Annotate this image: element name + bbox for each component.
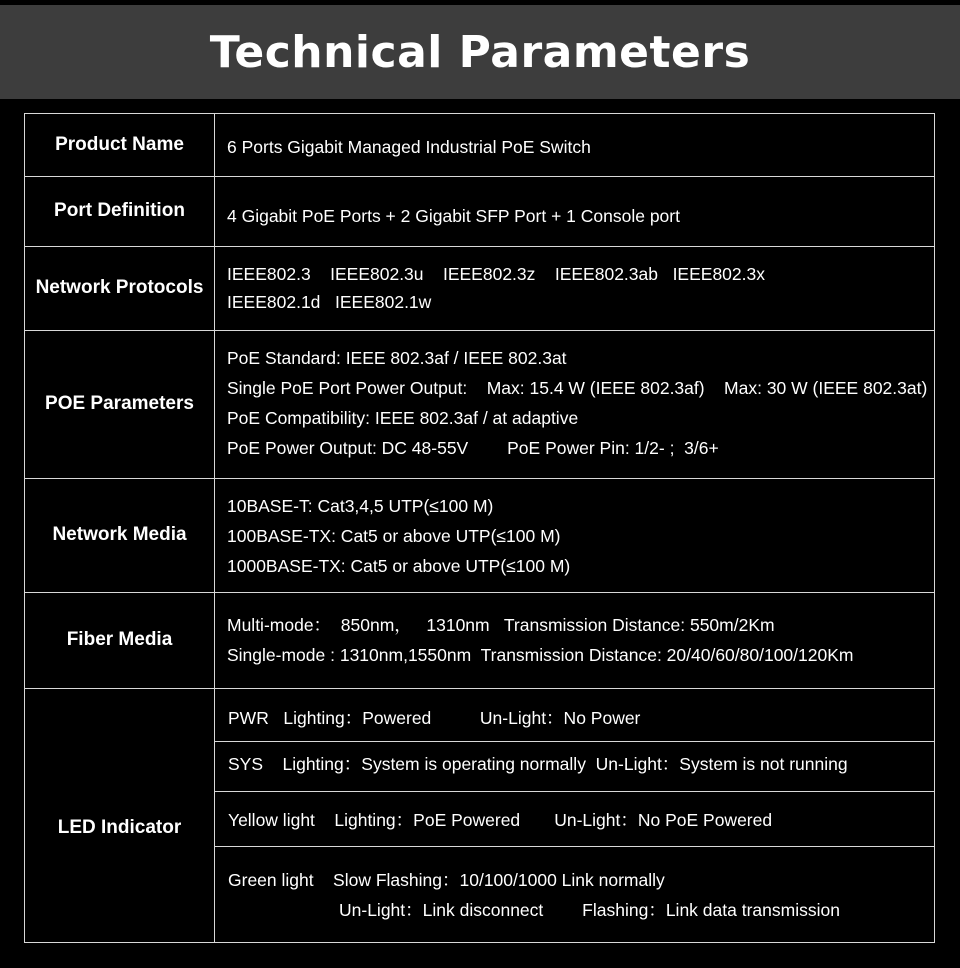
label-poe-parameters: POE Parameters — [45, 393, 194, 414]
value-product-name: 6 Ports Gigabit Managed Industrial PoE Switch — [227, 137, 591, 157]
value-fiber-media: Single-mode : 1310nm,1550nm Transmission Distance: 20/40/60/80/100/120Km — [227, 645, 854, 665]
label-product-name: Product Name — [55, 134, 184, 155]
value-network-media: 100BASE-TX: Cat5 or above UTP(≤100 M) — [227, 526, 561, 546]
parameters-table — [24, 113, 935, 943]
label-led-indicator: LED Indicator — [57, 817, 182, 838]
value-poe-parameters: PoE Compatibility: IEEE 802.3af / at adaptive — [227, 408, 579, 428]
value-fiber-media: Multi-mode： 850nm， 1310nm Transmission Distance: 550m/2Km — [227, 615, 775, 635]
value-poe-parameters: PoE Power Output: DC 48-55V PoE Power Pin: 1/2- ; 3/6+ — [227, 438, 719, 458]
value-led-yellow: Yellow light Lighting：PoE Powered Un-Light：No PoE Powered — [228, 810, 773, 830]
row-divider — [214, 791, 934, 792]
value-network-protocols: IEEE802.1d IEEE802.1w — [227, 292, 432, 312]
row-divider — [214, 846, 934, 847]
value-network-media: 10BASE-T: Cat3,4,5 UTP(≤100 M) — [227, 496, 494, 516]
label-network-media: Network Media — [52, 524, 187, 545]
row-divider — [214, 741, 934, 742]
value-port-definition: 4 Gigabit PoE Ports + 2 Gigabit SFP Port + 1 Console port — [227, 206, 680, 226]
value-led-green: Green light Slow Flashing：10/100/1000 Link normally — [228, 870, 665, 890]
value-network-media: 1000BASE-TX: Cat5 or above UTP(≤100 M) — [227, 556, 571, 576]
value-led-sys: SYS Lighting：System is operating normally Un-Light：System is not running — [228, 754, 848, 774]
value-led-green-2: Un-Light：Link disconnect Flashing：Link data transmission — [339, 900, 840, 920]
label-port-definition: Port Definition — [54, 200, 185, 221]
value-poe-parameters: Single PoE Port Power Output: Max: 15.4 W (IEEE 802.3af) Max: 30 W (IEEE 802.3at) — [227, 378, 928, 398]
label-network-protocols: Network Protocols — [35, 277, 204, 298]
value-led-pwr: PWR Lighting：Powered Un-Light：No Power — [228, 708, 641, 728]
page-title: Technical Parameters — [209, 26, 751, 78]
label-fiber-media: Fiber Media — [66, 629, 173, 650]
column-divider — [214, 114, 215, 942]
value-network-protocols: IEEE802.3 IEEE802.3u IEEE802.3z IEEE802.3ab IEEE802.3x — [227, 264, 765, 284]
value-poe-parameters: PoE Standard: IEEE 802.3af / IEEE 802.3at — [227, 348, 567, 368]
title-banner — [0, 5, 960, 99]
